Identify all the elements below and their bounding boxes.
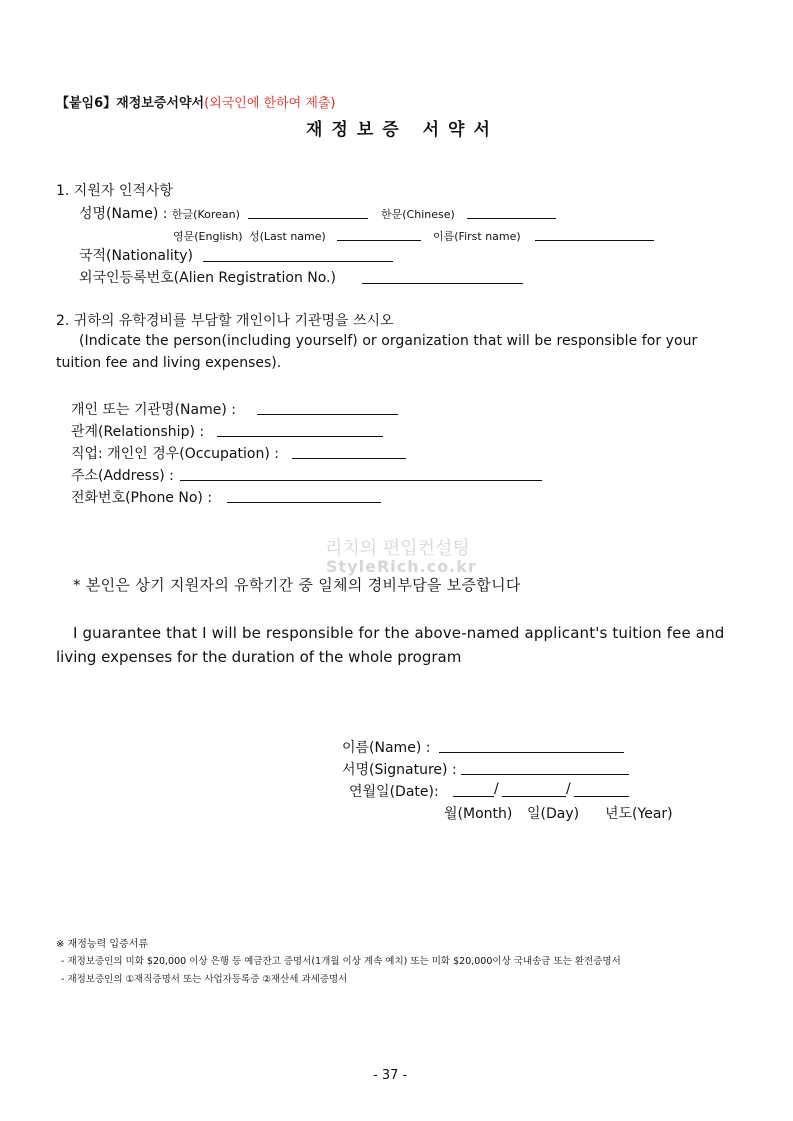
chinese-name-field[interactable] — [467, 205, 556, 219]
korean-name-label: 한글(Korean) — [171, 208, 240, 221]
occupation-label: 직업: 개인인 경우(Occupation) : — [71, 446, 279, 462]
notes-item-2: - 재정보증인의 ①재직증명서 또는 사업자등록증 ②재산세 과세증명서 — [61, 974, 348, 985]
month-label: 월(Month) — [444, 806, 513, 822]
nationality-field[interactable] — [203, 248, 393, 262]
submission-note: (외국인에 한하여 제출) — [204, 96, 336, 111]
attachment-tag: 【붙임6】 — [56, 96, 117, 111]
date-day-field[interactable] — [502, 783, 566, 797]
sponsor-name-label: 개인 또는 기관명(Name) : — [71, 402, 236, 418]
sponsor-name-field[interactable] — [257, 401, 398, 415]
watermark-logo: 리치의 편입컨설팅 — [325, 538, 470, 559]
attachment-header — [56, 92, 336, 111]
address-label: 주소(Address) : — [71, 468, 174, 484]
watermark-url: StyleRich.co.kr — [326, 557, 477, 576]
last-name-field[interactable] — [337, 227, 421, 241]
first-name-label: 이름(First name) — [433, 230, 521, 243]
day-label: 일(Day) — [527, 806, 580, 822]
phone-label: 전화번호(Phone No) : — [71, 490, 213, 506]
english-name-label: 영문(English) — [173, 230, 243, 243]
first-name-field[interactable] — [535, 227, 654, 241]
name-label: 성명(Name) : — [79, 206, 172, 222]
name-row — [79, 203, 240, 223]
notes-heading: ※ 재정능력 입증서류 — [56, 939, 149, 950]
signer-name-field[interactable] — [439, 739, 624, 753]
year-label: 년도(Year) — [605, 806, 673, 822]
signer-name-label: 이름(Name) : — [342, 740, 431, 756]
alien-registration-field[interactable] — [362, 270, 523, 284]
section2-description-line1: (Indicate the person(including yourself) or organization that will be responsible for your — [79, 333, 698, 349]
address-field[interactable] — [180, 467, 542, 481]
notes-item-1: - 재정보증인의 미화 $20,000 이상 은행 등 예금잔고 증명서(1개월 이상 계속 예치) 또는 미화 $20,000이상 국내송금 또는 환전증명서 — [61, 956, 621, 967]
page-title: 재정보증 서약서 — [306, 120, 499, 140]
phone-field[interactable] — [227, 489, 381, 503]
date-separator-2: / — [566, 781, 571, 797]
date-label: 연월일(Date): — [349, 784, 439, 800]
occupation-field[interactable] — [292, 445, 406, 459]
signature-label: 서명(Signature) : — [342, 762, 457, 778]
date-year-field[interactable] — [574, 783, 629, 797]
section1-heading: 1. 지원자 인적사항 — [56, 183, 173, 199]
korean-name-field[interactable] — [248, 205, 368, 219]
relationship-field[interactable] — [217, 423, 383, 437]
section2-description-line2: tuition fee and living expenses). — [56, 355, 282, 371]
guarantee-korean: * 본인은 상기 지원자의 유학기간 중 일체의 경비부담을 보증합니다 — [73, 576, 521, 594]
last-name-label: 성(Last name) — [249, 230, 326, 243]
document-name: 재정보증서약서 — [116, 96, 205, 111]
guarantee-english-line2: living expenses for the duration of the whole program — [56, 648, 462, 666]
relationship-label: 관계(Relationship) : — [71, 424, 205, 440]
alien-registration-label: 외국인등록번호(Alien Registration No.) — [79, 270, 337, 286]
section2-heading: 2. 귀하의 유학경비를 부담할 개인이나 기관명을 쓰시오 — [56, 313, 394, 329]
nationality-label: 국적(Nationality) — [79, 248, 193, 264]
date-separator-1: / — [494, 781, 499, 797]
chinese-name-label: 한문(Chinese) — [381, 208, 455, 221]
date-month-field[interactable] — [453, 783, 494, 797]
guarantee-english-line1: I guarantee that I will be responsible for the above-named applicant's tuition fee and — [73, 624, 725, 642]
page-number: - 37 - — [373, 1068, 408, 1083]
signature-field[interactable] — [461, 761, 629, 775]
